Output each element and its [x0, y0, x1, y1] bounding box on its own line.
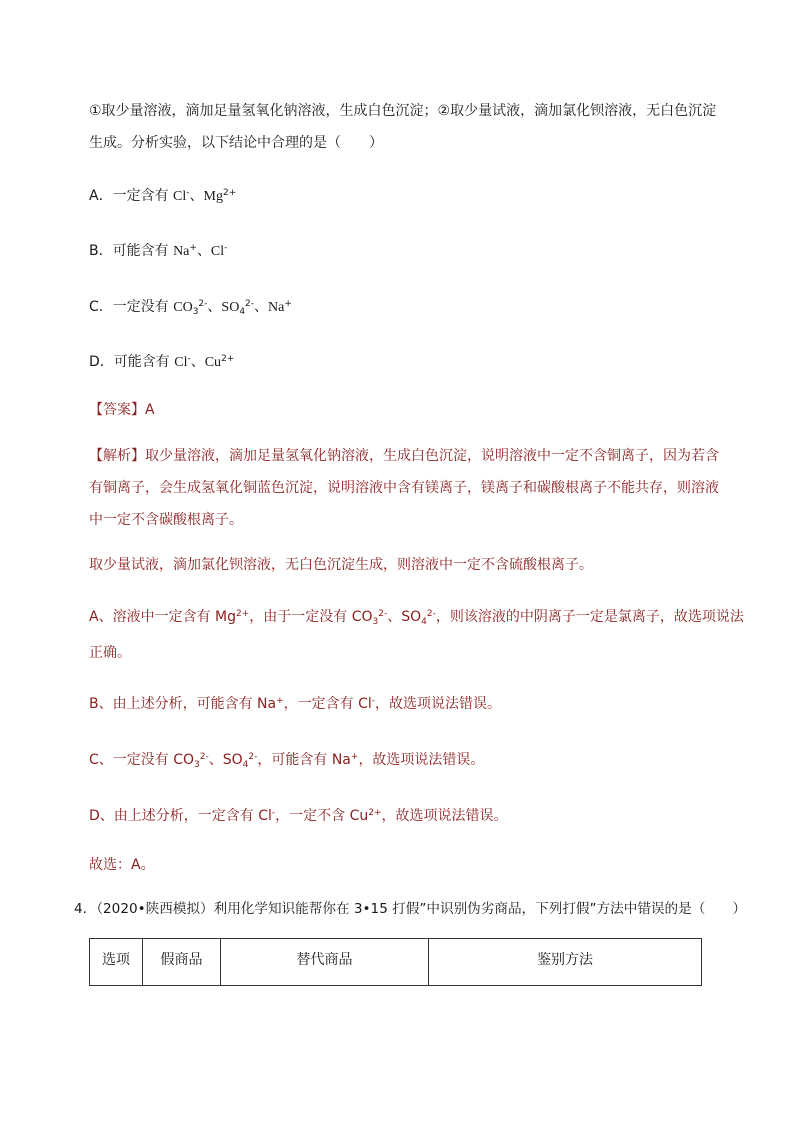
option-d: D．可能含有 Cl-、$Cu^{2+}$ — [89, 354, 235, 370]
option-c: C．一定没有 $CO_3^{2-}$、$SO_4^{2-}$、Na+ — [89, 299, 292, 317]
analysis-tag: 【解析】 — [89, 448, 145, 464]
analysis-a-line-1: A、溶液中一定含有 $Mg^{2+}$，由于一定没有 $CO_3^{2-}$、$SO_4^{2-}$，则该溶液的中阴离子一定是氯离子，故选项说法 — [89, 609, 744, 627]
option-a: A．一定含有 Cl-、$Mg^{2+}$ — [89, 188, 237, 204]
analysis-d: D、由上述分析，一定含有 Cl-，一定不含 $Cu^{2+}$，故选项说法错误。 — [89, 808, 508, 824]
answer-tag: 【答案】 — [89, 402, 145, 418]
table-header-cell: 选项 — [90, 939, 143, 986]
analysis-c: C、一定没有 $CO_3^{2-}$、$SO_4^{2-}$，可能含有 Na+，故选项说法错误。 — [89, 752, 485, 770]
question-text-line-2: 生成。分析实验，以下结论中合理的是（ ） — [89, 135, 383, 151]
analysis-b: B、由上述分析，可能含有 Na+，一定含有 Cl-，故选项说法错误。 — [89, 696, 502, 712]
question-4-text: 4．（2020•陕西模拟）利用化学知识能帮你在 3•15 打假”中识别伪劣商品，下列打假”方法中错误的是（ ） — [74, 901, 747, 917]
option-b: B．可能含有 Na+、Cl- — [89, 243, 228, 259]
analysis-paragraph-2: 取少量试液，滴加氯化钡溶液，无白色沉淀生成，则溶液中一定不含硫酸根离子。 — [89, 557, 593, 573]
answer-value: A — [145, 402, 155, 418]
conclusion: 故选：A。 — [89, 857, 155, 873]
table-header-cell: 鉴别方法 — [429, 939, 702, 986]
analysis-line-3: 中一定不含碳酸根离子。 — [89, 512, 243, 528]
table-header-row — [90, 939, 702, 986]
analysis-line-1: 【解析】取少量溶液，滴加足量氢氧化钠溶液，生成白色沉淀，说明溶液中一定不含铜离子，因为若含 — [89, 448, 719, 464]
analysis-a-line-2: 正确。 — [89, 645, 131, 661]
options-table — [89, 938, 702, 986]
question-text-line-1: ①取少量溶液，滴加足量氢氧化钠溶液，生成白色沉淀；②取少量试液，滴加氯化钡溶液，无白色沉淀 — [89, 103, 717, 119]
table-header-cell: 假商品 — [143, 939, 221, 986]
answer — [89, 400, 155, 420]
analysis-line-2: 有铜离子，会生成氢氧化铜蓝色沉淀，说明溶液中含有镁离子，镁离子和碳酸根离子不能共存，则溶液 — [89, 480, 719, 496]
table-header-cell: 替代商品 — [221, 939, 429, 986]
